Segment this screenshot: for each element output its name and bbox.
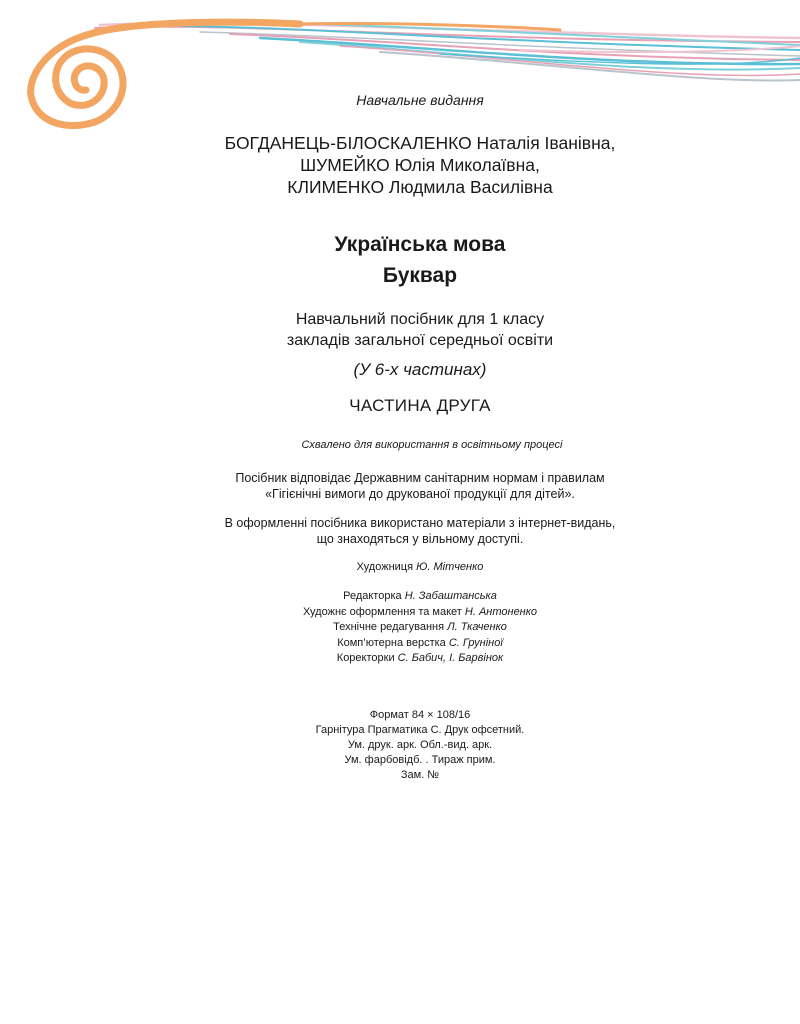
approval-note: Схвалено для використання в освітньому процесі: [301, 439, 563, 451]
parts-note: (У 6-х частинах): [353, 360, 487, 379]
title-line-1: Українська мова: [334, 233, 506, 256]
credit-role: Комп’ютерна верстка: [337, 636, 446, 649]
credit-role: Редакторка: [343, 590, 402, 602]
credit-line: [0, 589, 800, 605]
sanitary-norms-note: [0, 470, 800, 502]
credit-line: [0, 620, 800, 636]
credit-line: [0, 651, 800, 667]
format-line: Гарнітура Прагматика С. Друк офсетний.: [315, 724, 525, 736]
part-name: ЧАСТИНА ДРУГА: [349, 396, 491, 415]
credit-person: С. Груніної: [448, 636, 503, 649]
format-line: Ум. друк. арк. Обл.-вид. арк.: [347, 739, 493, 751]
credits-list: [0, 589, 800, 667]
credit-role: Технічне редагування: [333, 621, 448, 633]
author-2: ШУМЕЙКО Юлія Миколаївна,: [300, 155, 540, 175]
title-line-2: Буквар: [382, 264, 458, 287]
subtitle-line-1: Навчальний посібник для 1 класу: [295, 311, 545, 328]
book-title: [0, 229, 800, 291]
author-3: КЛИМЕНКО Людмила Василівна: [287, 177, 553, 197]
authors-block: [0, 132, 800, 198]
credit-person: Л. Ткаченко: [447, 621, 507, 633]
credit-person: Н. Антоненко: [464, 605, 538, 618]
materials-line-1: В оформленні посібника використано матеріали з інтернет-видань,: [224, 516, 616, 530]
book-subtitle: [0, 309, 800, 351]
credit-role: Коректорки: [336, 652, 395, 664]
norms-line-1: Посібник відповідає Державним санітарним нормам і правилам: [235, 471, 605, 485]
artist-name: Ю. Мітченко: [416, 561, 484, 573]
norms-line-2: «Гігієнічні вимоги до друкованої продукції для дітей».: [265, 487, 575, 501]
credit-role: Художнє оформлення та макет: [302, 605, 462, 618]
materials-note: [0, 515, 800, 547]
decorative-header-swirl: [0, 0, 800, 150]
edition-type: Навчальне видання: [356, 92, 484, 108]
author-1: БОГДАНЕЦЬ-БІЛОСКАЛЕНКО Наталія Іванівна,: [224, 133, 616, 153]
format-line: Ум. фарбовідб. . Тираж прим.: [344, 754, 496, 766]
materials-line-2: що знаходяться у вільному доступі.: [316, 532, 524, 546]
format-line: Формат 84 × 108/16: [369, 709, 471, 721]
credit-line: [0, 636, 800, 652]
subtitle-line-2: закладів загальної середньої освіти: [286, 332, 554, 349]
credit-person: Н. Забаштанська: [404, 590, 497, 602]
credit-person: С. Бабич, І. Барвінок: [397, 652, 504, 664]
credit-line: [0, 605, 800, 621]
format-line: Зам. №: [400, 769, 440, 781]
print-format-info: [0, 708, 800, 783]
artist-role: Художниця: [356, 561, 414, 573]
artist-credit: [0, 561, 800, 573]
